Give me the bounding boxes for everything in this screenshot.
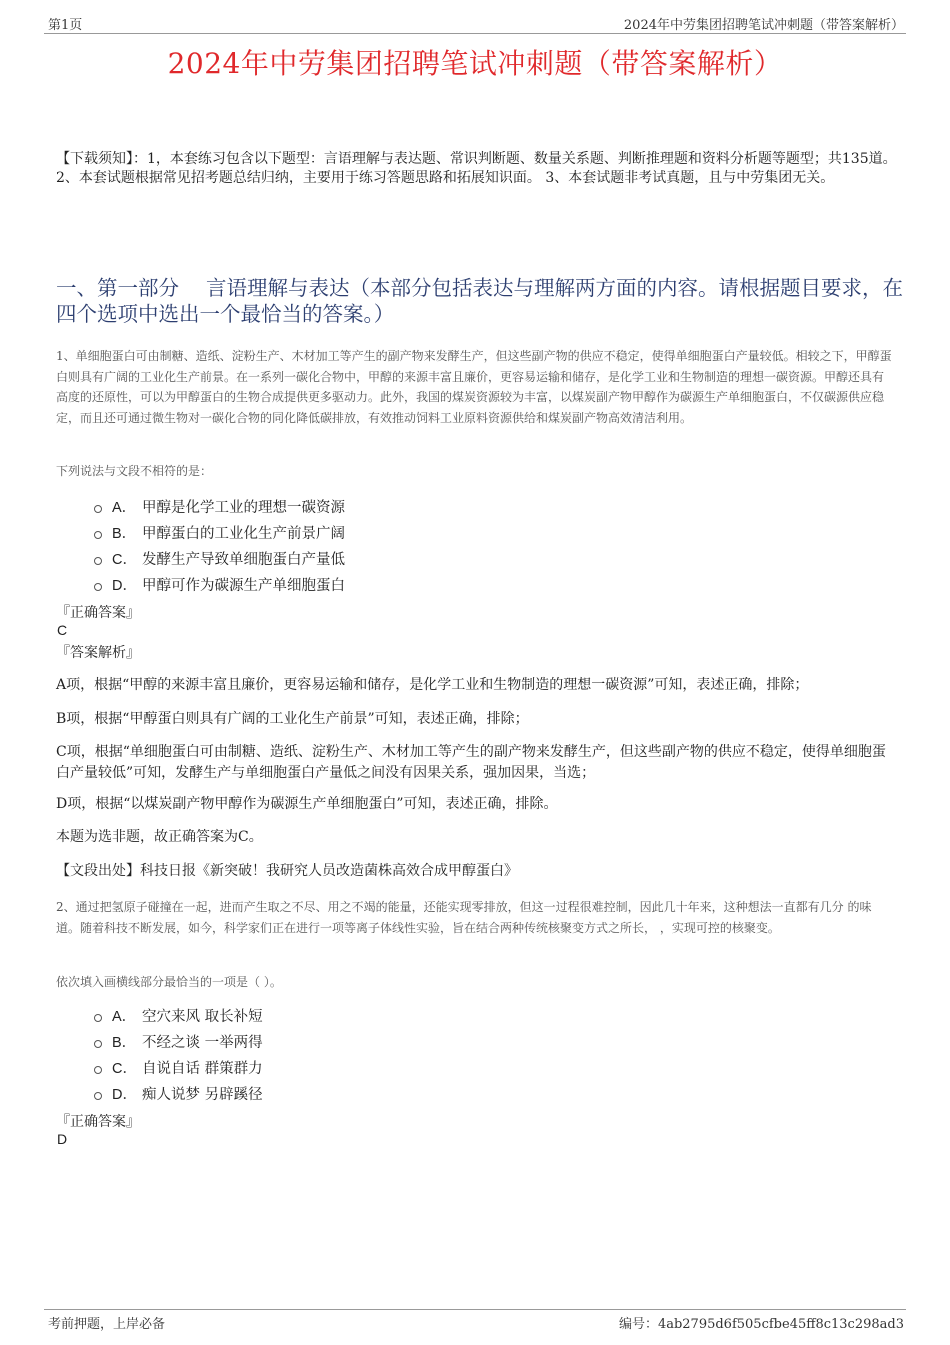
option-text: 甲醇蛋白的工业化生产前景广阔: [142, 525, 345, 542]
option-key: B．: [112, 1034, 137, 1051]
radio-icon[interactable]: [94, 1066, 102, 1074]
option-key: D．: [112, 1086, 137, 1103]
header-page-number: 第1页: [48, 18, 83, 33]
q1-option-c[interactable]: [94, 545, 345, 571]
footer-slogan: 考前押题，上岸必备: [48, 1317, 166, 1332]
q1-option-d[interactable]: [94, 571, 345, 597]
question-2-prompt: 依次填入画横线部分最恰当的一项是（ ）。: [56, 975, 282, 989]
header-doc-title: 2024年中劳集团招聘笔试冲刺题（带答案解析）: [623, 18, 904, 33]
option-key: B．: [112, 525, 137, 542]
radio-icon[interactable]: [94, 557, 102, 565]
q1-analysis-b: B项，根据“甲醇蛋白则具有广阔的工业化生产前景”可知，表述正确，排除；: [56, 711, 529, 727]
q1-analysis-c: C项，根据“单细胞蛋白可由制糖、造纸、淀粉生产、木材加工等产生的副产物来发酵生产，但这些副产物的供应不稳定，使得单细胞蛋白产量较低”可知，发酵生产与单细胞蛋白产量低之间没有因果关系，强加因果，当选；: [56, 744, 886, 781]
option-key: C．: [112, 551, 137, 568]
radio-icon[interactable]: [94, 583, 102, 591]
q1-option-a[interactable]: [94, 493, 345, 519]
radio-icon[interactable]: [94, 531, 102, 539]
q1-source: 【文段出处】科技日报《新突破！我研究人员改造菌株高效合成甲醇蛋白》: [56, 863, 518, 879]
q1-analysis-d: D项，根据“以煤炭副产物甲醇作为碳源生产单细胞蛋白”可知，表述正确，排除。: [56, 796, 558, 812]
radio-icon[interactable]: [94, 1040, 102, 1048]
q1-option-b[interactable]: [94, 519, 345, 545]
option-text: 甲醇可作为碳源生产单细胞蛋白: [142, 577, 345, 594]
option-text: 痴人说梦 另辟蹊径: [142, 1086, 263, 1103]
radio-icon[interactable]: [94, 1014, 102, 1022]
q1-analysis-label: 『答案解析』: [56, 645, 140, 661]
q2-option-b[interactable]: [94, 1028, 263, 1054]
question-1-stem: 1、单细胞蛋白可由制糖、造纸、淀粉生产、木材加工等产生的副产物来发酵生产，但这些副产物的供应不稳定，使得单细胞蛋白产量较低。相较之下，甲醇蛋白则具有广阔的工业化生产前景。在一系列一碳化合物中，甲醇的来源丰富且廉价，更容易运输和储存，是化学工业和生物制造的理想一碳资源。甲醇还具有高度的还原性，可以为甲醇蛋白的生物合成提供更多驱动力。此外，我国的煤炭资源较为丰富，以煤炭副产物甲醇作为碳源生产单细胞蛋白，不仅碳源供应稳定，而且还可通过微生物对一碳化合物的同化降低碳排放，有效推动饲料工业原料资源供给和煤炭副产物高效清洁利用。: [56, 349, 892, 425]
option-text: 空穴来风 取长补短: [142, 1008, 263, 1025]
q2-option-c[interactable]: [94, 1054, 263, 1080]
download-notice: 【下载须知】：1，本套练习包含以下题型：言语理解与表达题、常识判断题、数量关系题、判断推理题和资料分析题等题型；共135道。 2、本套试题根据常见招考题总结归纳，主要用于练习答题思路和拓展知识面。 3、本套试题非考试真题，且与中劳集团无关。: [56, 151, 897, 186]
option-text: 甲醇是化学工业的理想一碳资源: [142, 499, 345, 516]
q2-answer-value: D: [57, 1131, 68, 1147]
option-text: 不经之谈 一举两得: [142, 1034, 263, 1051]
footer-serial-number: 编号：4ab2795d6f505cfbe45ff8c13c298ad3: [618, 1317, 904, 1332]
header-divider: [44, 33, 906, 34]
q1-answer-value: C: [57, 622, 68, 638]
option-key: A．: [112, 1008, 137, 1025]
radio-icon[interactable]: [94, 1092, 102, 1100]
question-2-options: [94, 1002, 263, 1106]
option-key: D．: [112, 577, 137, 594]
question-1-prompt: 下列说法与文段不相符的是：: [56, 464, 213, 478]
section-title: 一、第一部分 言语理解与表达（本部分包括表达与理解两方面的内容。请根据题目要求，在四个选项中选出一个最恰当的答案。）: [56, 276, 904, 326]
q1-analysis-a: A项，根据“甲醇的来源丰富且廉价，更容易运输和储存，是化学工业和生物制造的理想一碳资源”可知，表述正确，排除；: [56, 677, 809, 693]
option-key: C．: [112, 1060, 137, 1077]
option-text: 自说自话 群策群力: [142, 1060, 263, 1077]
option-text: 发酵生产导致单细胞蛋白产量低: [142, 551, 345, 568]
radio-icon[interactable]: [94, 505, 102, 513]
footer-divider: [44, 1309, 906, 1310]
page-title: 2024年中劳集团招聘笔试冲刺题（带答案解析）: [167, 47, 783, 80]
q2-option-a[interactable]: [94, 1002, 263, 1028]
q2-answer-label: 『正确答案』: [56, 1114, 140, 1130]
q1-conclusion: 本题为选非题，故正确答案为C。: [56, 829, 263, 845]
q2-option-d[interactable]: [94, 1080, 263, 1106]
option-key: A．: [112, 499, 137, 516]
question-2-stem: 2、通过把氢原子碰撞在一起，进而产生取之不尽、用之不竭的能量，还能实现零排放，但这一过程很难控制，因此几十年来，这种想法一直都有几分 的味道。随着科技不断发展，如今，科学家们正在进行一项等离子体线性实验，旨在结合两种传统核聚变方式之所长， ，实现可控的核聚变。: [56, 900, 872, 935]
question-1-options: [94, 493, 345, 597]
q1-answer-label: 『正确答案』: [56, 605, 140, 621]
